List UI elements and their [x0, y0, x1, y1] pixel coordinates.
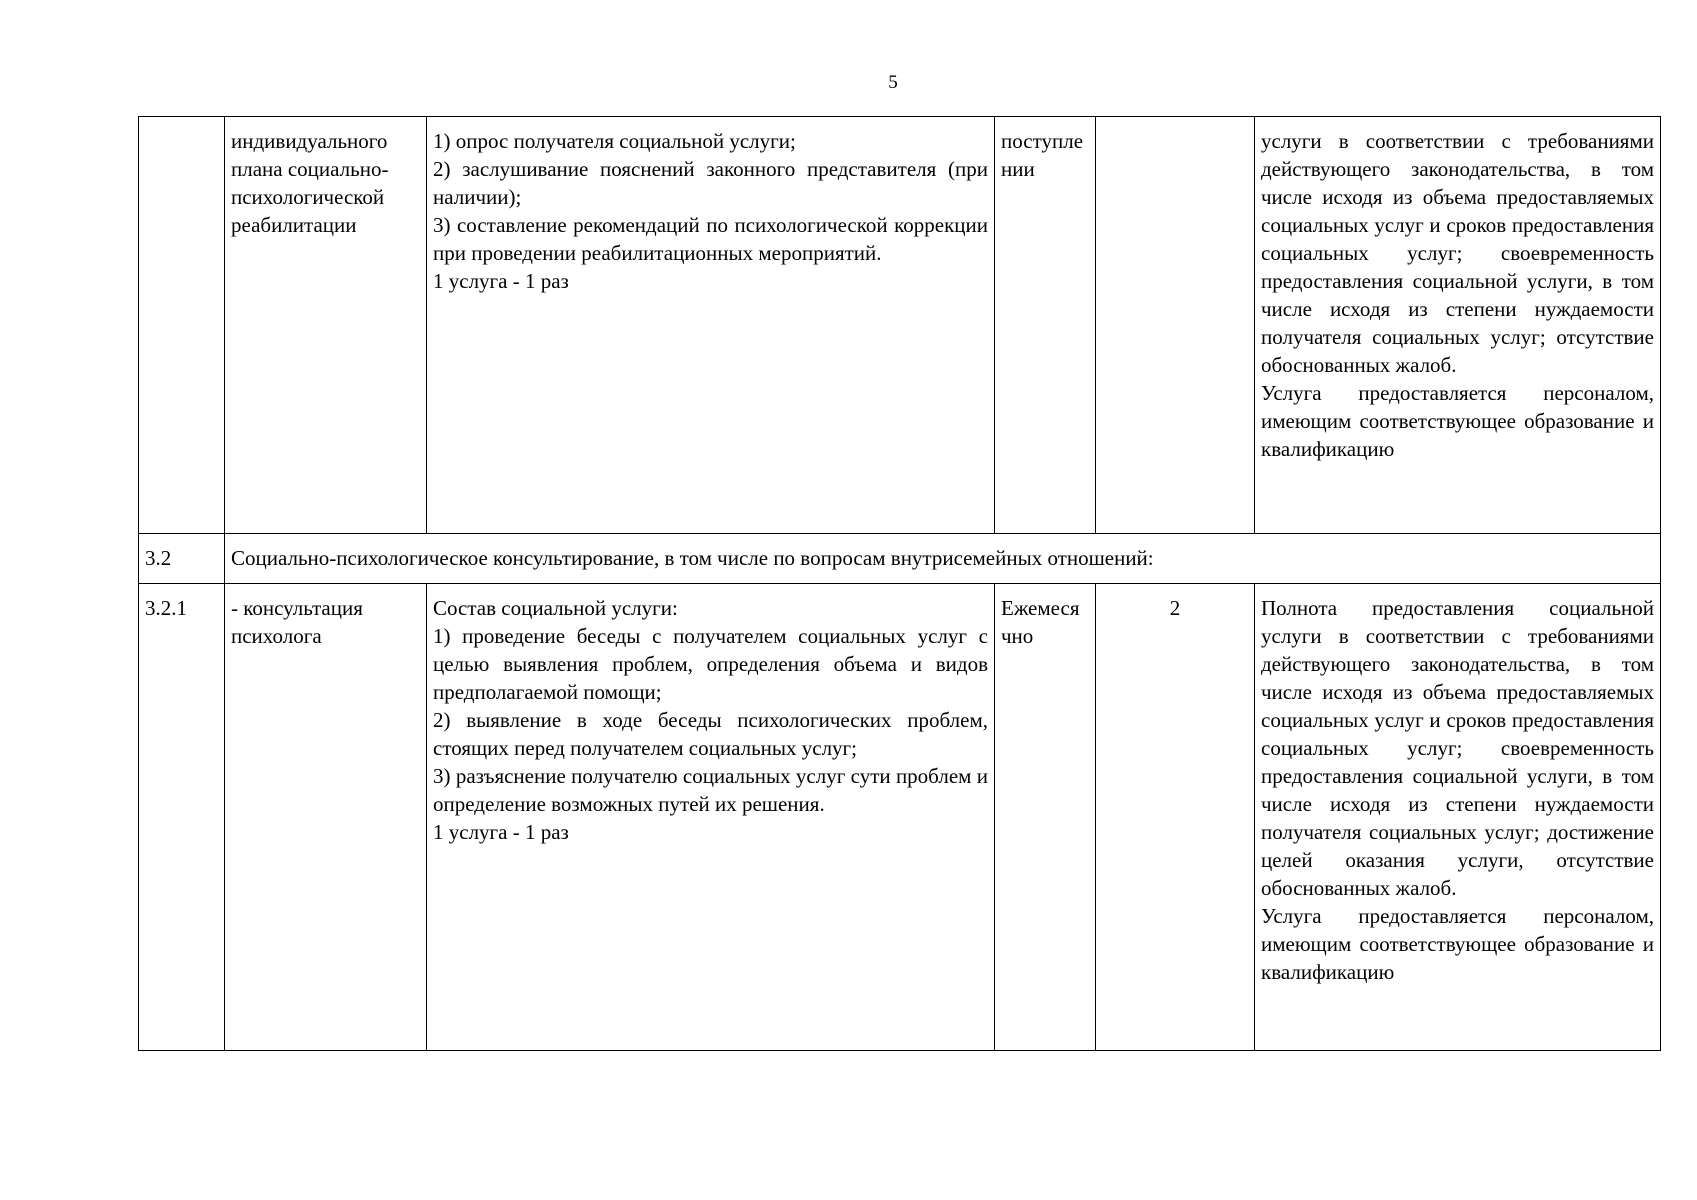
- services-table: [138, 116, 1661, 1051]
- quality-cell: [1255, 117, 1661, 534]
- row-number-cell: [139, 117, 225, 534]
- quality-line: Услуга предоставляется персоналом, имеющим соответствующее образование и квалификацию: [1261, 381, 1654, 461]
- quality-line: услуги в соответствии с требованиями действующего законодательства, в том числе исходя из объема предоставляемых социальных услуг и сроков предоставления социальных услуг; своевременность предоставления социальной услуги, в том числе исходя из степени нуждаемости получателя социальных услуг; отсутствие обоснованных жалоб.: [1261, 129, 1654, 377]
- content-line: 2) заслушивание пояснений законного представителя (при наличии);: [433, 157, 988, 209]
- frequency-cell: Ежемесячно: [995, 584, 1096, 1051]
- service-name-cell: [225, 117, 427, 534]
- content-line: Состав социальной услуги:: [433, 596, 678, 620]
- content-line: 1) проведение беседы с получателем социальных услуг с целью выявления проблем, определения объема и видов предполагаемой помощи;: [433, 624, 988, 704]
- table-row: [139, 584, 1661, 1051]
- content-line: 1 услуга - 1 раз: [433, 820, 569, 844]
- frequency-cell: поступлении: [995, 117, 1096, 534]
- quantity-cell: 2: [1096, 584, 1255, 1051]
- content-line: 1 услуга - 1 раз: [433, 269, 569, 293]
- content-line: 3) разъяснение получателю социальных услуг сути проблем и определение возможных путей их решения.: [433, 764, 988, 816]
- service-content-cell: [427, 117, 995, 534]
- section-title-cell: Социально-психологическое консультирование, в том числе по вопросам внутрисемейных отношений:: [225, 534, 1661, 584]
- service-name-cell: [225, 584, 427, 1051]
- row-number-cell: 3.2: [139, 534, 225, 584]
- quality-line: Услуга предоставляется персоналом, имеющим соответствующее образование и квалификацию: [1261, 904, 1654, 984]
- table-row: [139, 117, 1661, 534]
- page-number: 5: [888, 72, 898, 93]
- content-line: 2) выявление в ходе беседы психологических проблем, стоящих перед получателем социальных услуг;: [433, 708, 988, 760]
- content-line: 1) опрос получателя социальной услуги;: [433, 129, 796, 153]
- service-name: - консультация психолога: [231, 596, 363, 648]
- quantity-cell: [1096, 117, 1255, 534]
- quality-cell: [1255, 584, 1661, 1051]
- row-number-cell: 3.2.1: [139, 584, 225, 1051]
- service-content-cell: [427, 584, 995, 1051]
- content-line: 3) составление рекомендаций по психологической коррекции при проведении реабилитационных мероприятий.: [433, 213, 988, 265]
- quality-line: Полнота предоставления социальной услуги в соответствии с требованиями действующего законодательства, в том числе исходя из объема предоставляемых социальных услуг и сроков предоставления социальных услуг; своевременность предоставления социальной услуги, в том числе исходя из степени нуждаемости получателя социальных услуг; достижение целей оказания услуги, отсутствие обоснованных жалоб.: [1261, 596, 1654, 900]
- service-name: индивидуального плана социально-психологической реабилитации: [231, 129, 389, 237]
- table-row: [139, 534, 1661, 584]
